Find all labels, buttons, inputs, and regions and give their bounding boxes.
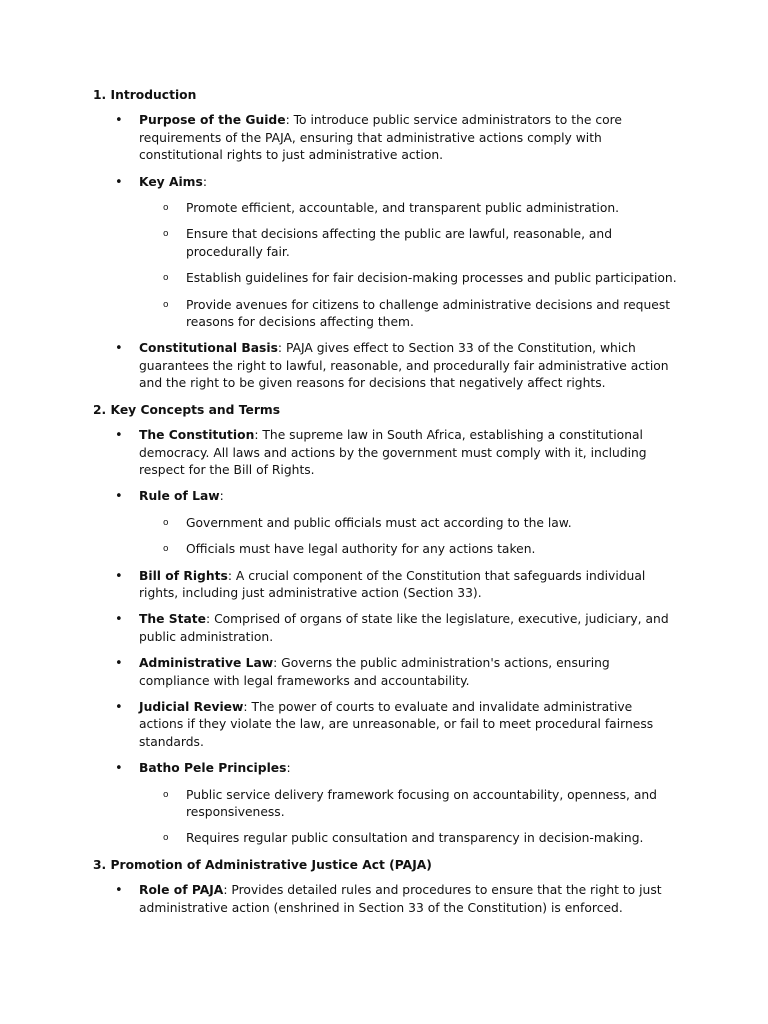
definition: : The supreme law in South Africa, establishing a constitutional democracy. All laws and actions by the government must comply with it, including respect for the Bill of Rights. <box>139 428 647 477</box>
list-item <box>93 760 678 848</box>
list-item <box>93 568 678 603</box>
definition: : PAJA gives effect to Section 33 of the Constitution, which guarantees the right to lawful, reasonable, and procedurally fair administrative action and the right to be given reasons for decisions that negatively affect rights. <box>139 341 669 391</box>
sub-list <box>139 787 678 848</box>
term: Constitutional Basis <box>139 341 278 356</box>
list-item <box>93 655 678 690</box>
definition: : A crucial component of the Constitution that safeguards individual rights, including just administrative action (Section 33). <box>139 568 646 600</box>
definition: : To introduce public service administrators to the core requirements of the PAJA, ensuring that administrative actions comply with constitutional rights to just administrative action. <box>139 113 622 163</box>
sub-list <box>139 200 678 331</box>
list-item <box>93 340 678 392</box>
term: Judicial Review <box>139 699 244 714</box>
term: Role of PAJA <box>139 883 224 898</box>
term: Bill of Rights <box>139 568 228 583</box>
term: Key Aims <box>139 174 203 189</box>
sub-list-item: o Officials must have legal authority for any actions taken. <box>139 541 678 558</box>
list-item <box>93 488 678 558</box>
section-key-concepts <box>93 402 678 848</box>
sub-list-item: o Establish guidelines for fair decision-making processes and public participation. <box>139 270 678 287</box>
list-item <box>93 611 678 646</box>
term: Rule of Law <box>139 489 220 504</box>
definition: : Comprised of organs of state like the legislature, executive, judiciary, and public administration. <box>139 612 669 644</box>
section-introduction <box>93 87 678 393</box>
section-heading: 1. Introduction <box>93 88 197 102</box>
term: Batho Pele Principles <box>139 761 287 776</box>
definition: : The power of courts to evaluate and invalidate administrative actions if they violate the law, are unreasonable, or fail to meet procedural fairness standards. <box>139 699 654 749</box>
list-item <box>93 174 678 332</box>
list-item <box>93 699 678 751</box>
sub-list-item: o Promote efficient, accountable, and transparent public administration. <box>139 200 678 217</box>
sub-list <box>139 515 678 559</box>
section-paja <box>93 857 678 917</box>
definition: : <box>219 489 224 504</box>
bullet-list <box>93 112 678 392</box>
term: Purpose of the Guide <box>139 113 286 128</box>
term: The Constitution <box>139 428 255 443</box>
section-heading: 2. Key Concepts and Terms <box>93 402 281 417</box>
sub-list-item: o Ensure that decisions affecting the public are lawful, reasonable, and procedurally fair. <box>139 226 678 261</box>
definition: : Provides detailed rules and procedures to ensure that the right to just administrative action (enshrined in Section 33 of the Constitution) is enforced. <box>139 883 662 915</box>
bullet-list <box>93 882 678 917</box>
definition: : <box>202 174 207 189</box>
sub-list-item: o Provide avenues for citizens to challenge administrative decisions and request reasons for decisions affecting them. <box>139 297 678 332</box>
list-item <box>93 112 678 164</box>
definition: : Governs the public administration's actions, ensuring compliance with legal frameworks and accountability. <box>139 656 610 688</box>
sub-list-item: o Government and public officials must act according to the law. <box>139 515 678 532</box>
list-item <box>93 427 678 479</box>
bullet-list <box>93 427 678 848</box>
definition: : <box>286 761 291 776</box>
list-item <box>93 882 678 917</box>
term: The State <box>139 612 207 627</box>
sub-list-item: o Public service delivery framework focusing on accountability, openness, and responsiveness. <box>139 787 678 822</box>
sub-list-item: o Requires regular public consultation and transparency in decision-making. <box>139 830 678 847</box>
section-heading: 3. Promotion of Administrative Justice Act (PAJA) <box>93 857 432 872</box>
term: Administrative Law <box>139 656 274 671</box>
